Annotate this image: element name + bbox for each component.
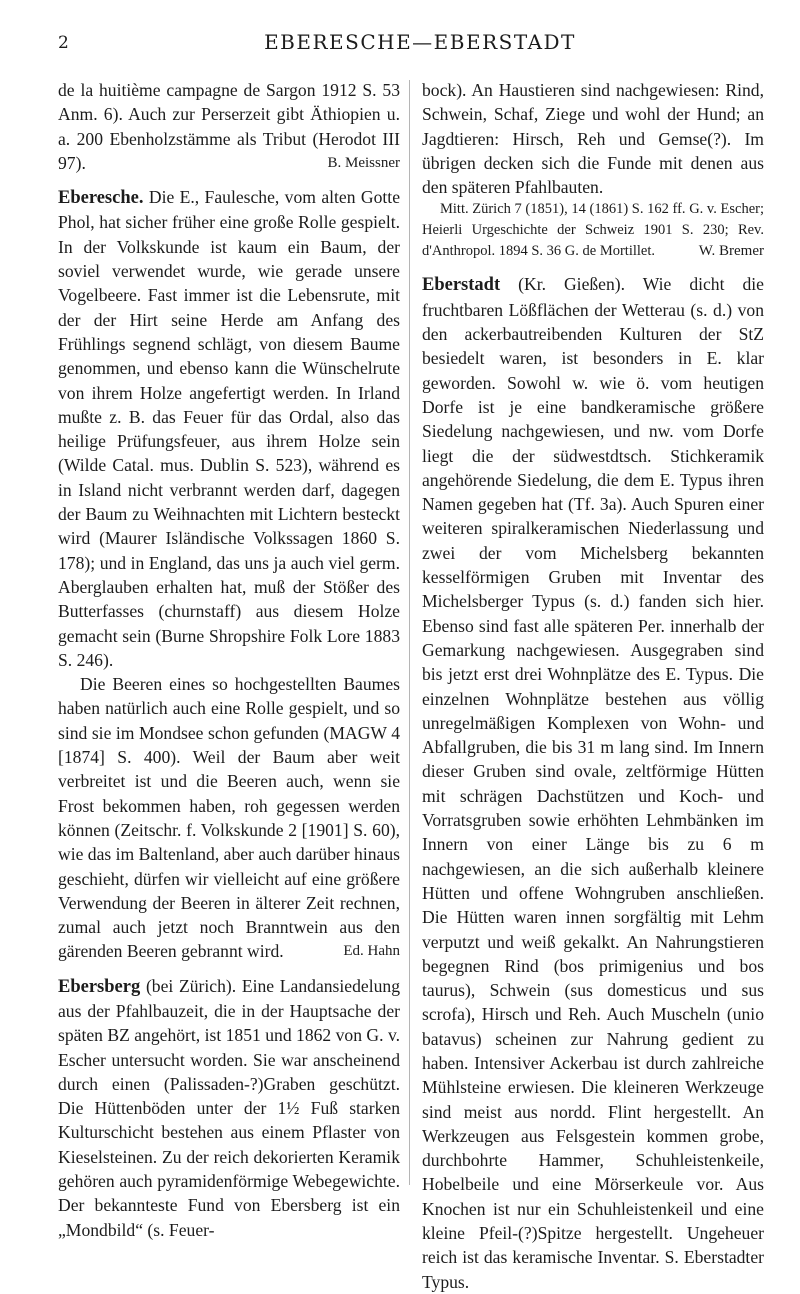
left-column [58, 78, 400, 1242]
right-column [422, 78, 764, 1294]
entry-eberstadt: Eberstadt (Kr. Gießen). Wie dicht die fruchtbaren Lößflächen der Wetterau (s. d.) von den ackerbautreibenden Kulturen der StZ besiedelt waren, ist besonders in E. klar geworden. Sowohl w. wie ö. vom heutigen Dorfe ist je eine bandkeramische größere Siedelung nachgewiesen, und nw. vom Dorfe liegt die der südwestdtsch. Stichkeramik angehörende Siedelung, die dem E. Typus ihren Namen gegeben hat (Tf. 3a). Auch Spuren einer weiteren spiralkeramischen Niederlassung und zwei der vom Michelsberg bekannten kesselförmigen Gruben mit Inventar des Michelsberger Typus (s. d.) fanden sich hier. Ebenso sind fast alle späteren Per. innerhalb der Gemarkung nachgewiesen. Ausgegraben sind bis jetzt erst drei Wohnplätze des E. Typus. Die einzelnen Wohnplätze bestehen aus völlig unregelmäßigen Komplexen von Wohn- und Abfallgruben, die bis 31 m lang sind. Im Innern dieser Gruben sind ovale, zeltförmige Hütten mit schrägen Dachstützen und Koch- und Vorratsgruben sowie erhöhten Lehmbänken im Innern von einer Länge bis zu 6 m nachgewiesen, an die sich außerhalb kleinere Hütten und offene Wohngruben anschließen. Die Hütten waren innen sorgfältig mit Lehm verputzt und weiß gekalkt. An Nahrungstieren begegnen Rind (bos primigenius und bos taurus), Schwein (sus domesticus und sus scrofa), Hirsch und Reh. Auch Muscheln (unio batavus) scheinen zur Nahrung gedient zu haben. Intensiver Ackerbau ist durch zahlreiche Mühlsteine erwiesen. Die kleineren Werkzeuge sind meist aus nordd. Flint hergestellt. An Werkzeugen aus Felsgestein kommen grobe, durchbohrte Hammer, Schuhleistenkeile, Hobelbeile und eine Mörserkeule vor. Aus Knochen ist nur ein Schuhleistenkeil und eine kleine Pfeil-(?)Spitze hergestellt. Ungeheuer reich ist das keramische Inventar. S. Eberstadter Typus. [422, 274, 764, 1292]
entry-headword: Eberesche. [58, 188, 144, 209]
entry-ebersberg: Ebersberg (bei Zürich). Eine Landansiedelung aus der Pfahlbauzeit, die in der Hauptsache der späten BZ angehört, ist 1851 und 1862 von G. v. Escher untersucht worden. Sie war anscheinend durch einen (Palissaden-?)Graben geschützt. Die Hüttenböden unter der 1½ Fuß starken Kulturschicht bestehen aus einem Pflaster von Kieselsteinen. Zu der reich dekorierten Keramik gehören auch pyramidenförmige Webegewichte. Der bekannteste Fund von Ebersberg ist ein „Mondbild“ (s. Feuer- [58, 975, 400, 1240]
column-divider [409, 80, 410, 1185]
author-signature: B. Meissner [327, 154, 400, 171]
entry-headword: Eberstadt [422, 275, 501, 296]
intro-paragraph: de la huitième campagne de Sargon 1912 S. 53 Anm. 6). Auch zur Perserzeit gibt Äthiopien u. a. 200 Ebenholzstämme als Tribut (Herodot III 97). B. Meissner [58, 78, 400, 175]
entry-headword: Ebersberg [58, 976, 141, 997]
author-signature: Ed. Hahn [343, 943, 400, 960]
author-signature: W. Bremer [698, 243, 764, 260]
entry-eberesche-p2: Die Beeren eines so hochgestellten Baumes haben natürlich auch eine Rolle gespielt, und so sind sie im Mondsee schon gefunden (MAGW 4 [1874] S. 400). Weil der Baum aber weit verbreitet ist und die Beeren auch, wenn sie Frost bekommen haben, roh gegessen werden können (Zeitschr. f. Volkskunde 2 [1901] S. 60), wie das im Baltenland, aber auch darüber hinaus geschieht, dürfen wir vielleicht auf eine größere Verwendung der Beeren in älterer Zeit rechnen, zumal auch jetzt noch Branntwein aus den gärenden Beeren gebrannt wird. Ed. Hahn [58, 672, 400, 964]
entry-eberesche: Eberesche. Die E., Faulesche, vom alten Gotte Phol, hat sicher früher eine große Rolle gespielt. In der Volkskunde ist kaum ein Baum, der soviel verwendet wurde, wie gerade unsere Vogelbeere. Fast immer ist die Lebensrute, mit der der Hirt seine Herde am Anfang des Frühlings segnend schlägt, von diesem Baume genommen, und ebenso kann die Wünschelrute von ihrem Holze angefertigt werden. In Irland mußte z. B. das Feuer für das Ordal, also das heilige Prüfungsfeuer, aus ihrem Holze sein (Wilde Catal. mus. Dublin S. 523), während es in Island nicht verbrannt werden darf, dagegen der Baum zu Weihnachten mit Lichtern besteckt wird (Maurer Isländische Volkssagen 1860 S. 178); und in England, das uns ja auch viel germ. Aberglauben erhalten hat, muß der Stößer des Butterfasses (churnstaff) aus diesem Holze gemacht sein (Burne Shropshire Folk Lore 1883 S. 246). [58, 187, 400, 670]
running-head: EBERESCHE—EBERSTADT [264, 30, 576, 54]
page-number: 2 [58, 33, 69, 53]
entry-ebersberg-cont: bock). An Haustieren sind nachgewiesen: Rind, Schwein, Schaf, Ziege und wohl der Hund; an Jagdtieren: Hirsch, Reh und Gemse(?). Im übrigen decken sich die Funde mit denen aus den späteren Pfahlbauten. [422, 80, 764, 198]
bibliography: Mitt. Zürich 7 (1851), 14 (1861) S. 162 ff. G. v. Escher; Heierli Urgeschichte der Schweiz 1901 S. 230; Rev. d'Anthropol. 1894 S. 36 G. de Mortillet. W. Bremer [422, 199, 764, 262]
